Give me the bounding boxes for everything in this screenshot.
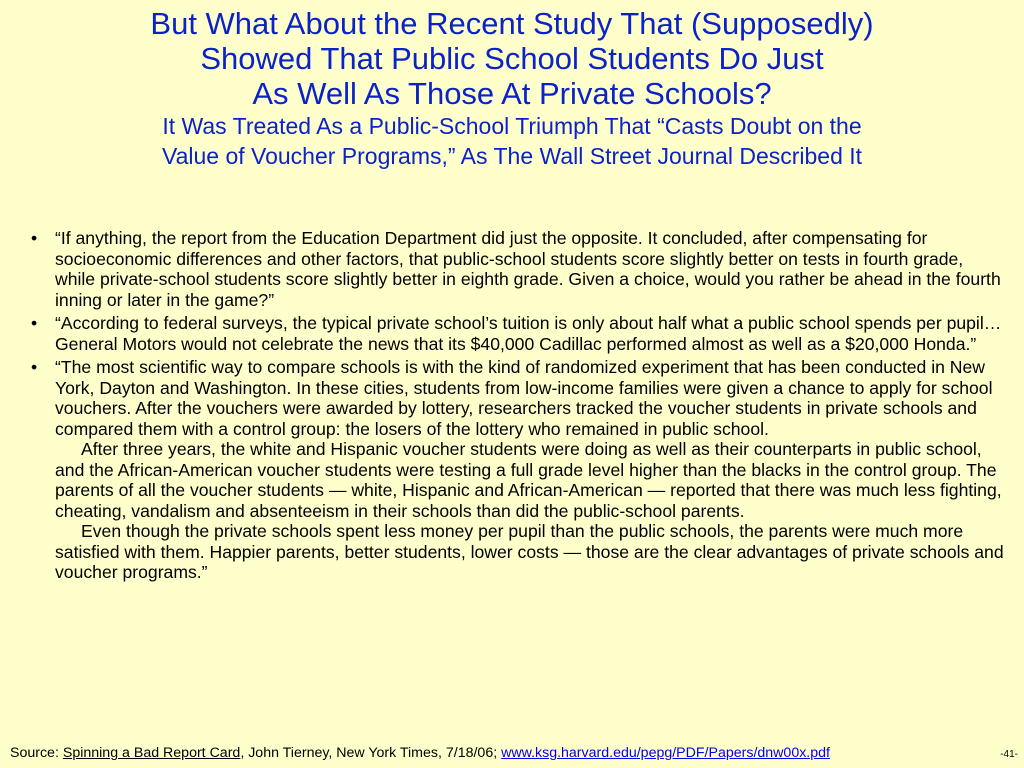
bullet-paragraph-continued: Even though the private schools spent less money per pupil than the public schools, the parents were much more satisfied with them. Happier parents, better students, lower costs — those are the clear advantages of private schools and voucher programs.” (55, 521, 1004, 582)
slide-title-line-2: Showed That Public School Students Do Just (200, 41, 824, 76)
source-details: , John Tierney, New York Times, 7/18/06; (240, 745, 498, 761)
source-citation (10, 745, 830, 761)
bullet-paragraph: “If anything, the report from the Education Department did just the opposite. It concluded, after compensating for socioeconomic differences and other factors, that public-school students score slightly better on tests in fourth grade, while private-school students score slightly better in eighth grade. Given a choice, would you rather be ahead in the fourth inning or later in the game?” (55, 228, 1001, 310)
slide-title-block (0, 6, 1024, 171)
source-article-title: Spinning a Bad Report Card (62, 745, 241, 761)
bullet-item-2 (30, 313, 1005, 354)
slide-title-line-3: As Well As Those At Private Schools? (252, 76, 772, 111)
bullet-dot-icon: • (31, 228, 38, 248)
slide-subtitle-line-1: It Was Treated As a Public-School Triumph That “Casts Doubt on the (162, 113, 862, 139)
slide-subtitle-line-2: Value of Voucher Programs,” As The Wall Street Journal Described It (161, 143, 863, 169)
source-url-link[interactable]: www.ksg.harvard.edu/pepg/PDF/Papers/dnw00x.pdf (501, 745, 830, 761)
source-label: Source: (10, 745, 59, 761)
slide-title-line-1: But What About the Recent Study That (Supposedly) (150, 6, 874, 41)
bullet-dot-icon: • (31, 357, 38, 377)
bullet-dot-icon: • (31, 313, 38, 333)
bullet-item-1 (30, 228, 1005, 310)
quote-bullet-list (30, 228, 1005, 586)
bullet-item-3 (30, 357, 1005, 583)
bullet-paragraph: “According to federal surveys, the typical private school’s tuition is only about half what a public school spends per pupil…General Motors would not celebrate the news that its $40,000 Cadillac performed almost as well as a $20,000 Honda.” (55, 313, 1002, 354)
page-number: -41- (1000, 749, 1018, 760)
bullet-paragraph-continued: After three years, the white and Hispanic voucher students were doing as well as their counterparts in public school, and the African-American voucher students were testing a full grade level higher than the blacks in the control group. The parents of all the voucher students — white, Hispanic and African-American — reported that there was much less fighting, cheating, vandalism and absenteeism in their schools than did the public-school parents. (55, 439, 1002, 521)
bullet-paragraph: “The most scientific way to compare schools is with the kind of randomized experiment that has been conducted in New York, Dayton and Washington. In these cities, students from low-income families were given a chance to apply for school vouchers. After the vouchers were awarded by lottery, researchers tracked the voucher students in private schools and compared them with a control group: the losers of the lottery who remained in public school. (55, 357, 993, 439)
